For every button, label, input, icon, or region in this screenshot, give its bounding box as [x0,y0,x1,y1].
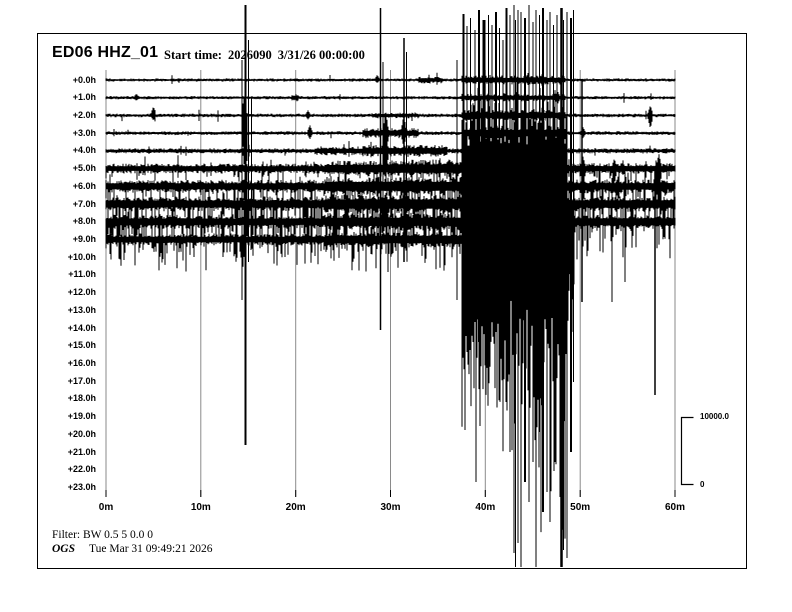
hour-label: +12.0h [67,287,96,298]
hour-label: +9.0h [72,233,96,244]
plot-frame [37,33,747,569]
hour-label: +6.0h [72,180,96,191]
minute-label: 50m [570,502,591,513]
minute-label: 40m [475,502,496,513]
hour-label: +7.0h [72,198,96,209]
hour-label: +16.0h [67,358,96,369]
hour-label: +4.0h [72,145,96,156]
minute-label: 20m [285,502,306,513]
hour-label: +21.0h [67,446,96,457]
hour-label: +0.0h [72,74,96,85]
hour-label: +22.0h [67,464,96,475]
hour-label: +18.0h [67,393,96,404]
hour-label: +1.0h [72,92,96,103]
amplitude-scale-min: 0 [700,480,705,489]
hour-label: +8.0h [72,216,96,227]
hour-label: +14.0h [67,322,96,333]
hour-label: +11.0h [68,269,96,280]
hour-label: +13.0h [67,304,96,315]
hour-label: +19.0h [67,411,96,422]
start-time-text [164,48,371,63]
hour-label: +17.0h [67,375,96,386]
start-date-value: 3/31/26 00:00:00 [277,48,365,62]
amplitude-scale-max: 10000.0 [700,412,729,421]
hour-label: +5.0h [72,163,96,174]
hour-label: +20.0h [67,428,96,439]
agency-label: OGS [52,543,76,555]
minute-label: 30m [380,502,401,513]
render-timestamp: Tue Mar 31 09:49:21 2026 [89,543,213,555]
minute-label: 10m [190,502,211,513]
page-title: ED06 HHZ_01 [52,44,159,61]
hour-label: +23.0h [67,482,96,493]
hour-label: +3.0h [72,127,96,138]
hour-label: +2.0h [72,109,96,120]
hour-label: +10.0h [67,251,96,262]
filter-info: Filter: BW 0.5 5 0.0 0 [52,529,154,541]
minute-label: 60m [664,502,685,513]
start-time-value: 2026090 [227,48,272,62]
minute-label: 0m [98,502,114,513]
start-time-label: Start time: [164,48,222,62]
hour-label: +15.0h [67,340,96,351]
agency-timestamp [52,543,213,555]
